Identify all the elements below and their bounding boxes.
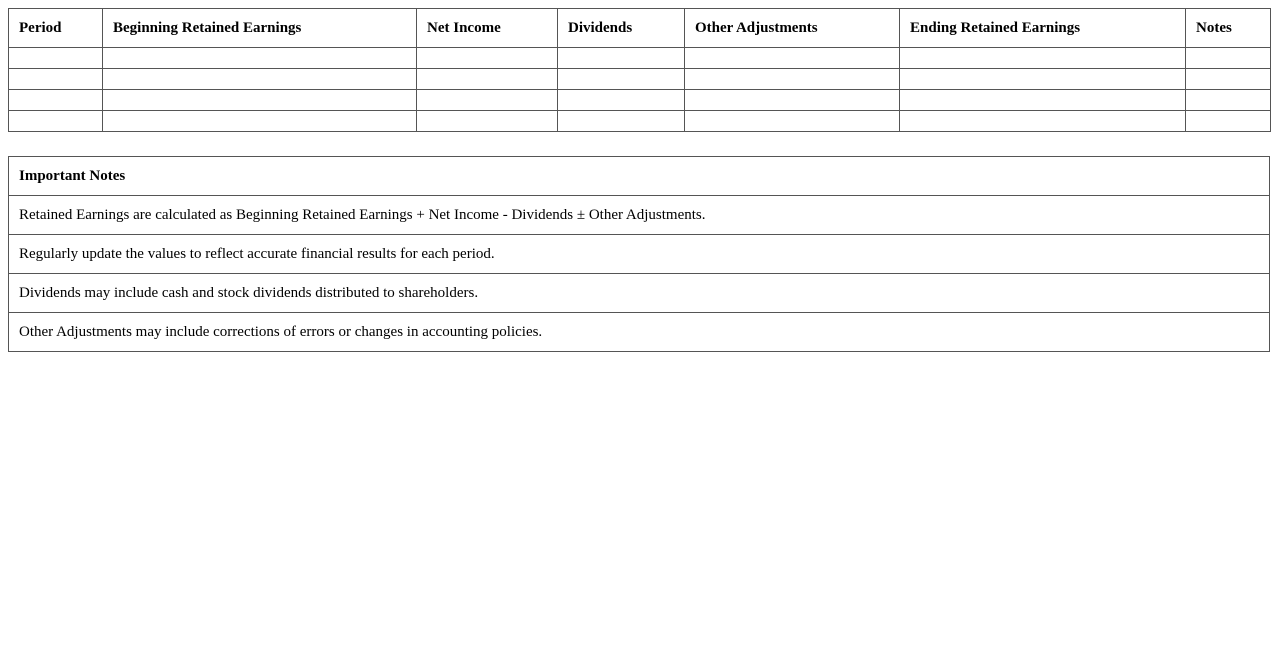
table-cell[interactable] [685,69,900,90]
table-row [9,90,1271,111]
table-cell[interactable] [103,48,417,69]
table-row [9,111,1271,132]
retained-earnings-table [8,8,1271,132]
table-row [9,48,1271,69]
list-item [9,313,1270,352]
table-cell[interactable] [417,48,558,69]
table-cell[interactable] [685,48,900,69]
note-text: Dividends may include cash and stock dividends distributed to shareholders. [9,274,1270,313]
table-cell[interactable] [900,69,1186,90]
important-notes-table [8,156,1270,352]
note-text: Other Adjustments may include corrections of errors or changes in accounting policies. [9,313,1270,352]
header-dividends: Dividends [558,9,685,48]
header-other-adjustments: Other Adjustments [685,9,900,48]
table-header-row [9,9,1271,48]
header-ending-retained-earnings: Ending Retained Earnings [900,9,1186,48]
list-item [9,274,1270,313]
header-beginning-retained-earnings: Beginning Retained Earnings [103,9,417,48]
table-cell[interactable] [417,111,558,132]
table-cell[interactable] [103,111,417,132]
table-cell[interactable] [558,90,685,111]
table-cell[interactable] [103,90,417,111]
note-text: Retained Earnings are calculated as Beginning Retained Earnings + Net Income - Dividends ± Other Adjustments. [9,196,1270,235]
table-row [9,69,1271,90]
table-cell[interactable] [1186,69,1271,90]
table-cell[interactable] [900,90,1186,111]
table-cell[interactable] [9,69,103,90]
notes-title: Important Notes [9,157,1270,196]
list-item [9,235,1270,274]
table-cell[interactable] [558,48,685,69]
table-cell[interactable] [1186,111,1271,132]
table-cell[interactable] [900,48,1186,69]
list-item [9,196,1270,235]
table-cell[interactable] [103,69,417,90]
note-text: Regularly update the values to reflect accurate financial results for each period. [9,235,1270,274]
table-cell[interactable] [9,111,103,132]
table-cell[interactable] [685,90,900,111]
table-cell[interactable] [900,111,1186,132]
table-cell[interactable] [1186,48,1271,69]
header-notes: Notes [1186,9,1271,48]
table-cell[interactable] [9,48,103,69]
table-cell[interactable] [417,90,558,111]
table-cell[interactable] [1186,90,1271,111]
header-period: Period [9,9,103,48]
table-cell[interactable] [558,111,685,132]
notes-header-row [9,157,1270,196]
table-cell[interactable] [685,111,900,132]
table-cell[interactable] [558,69,685,90]
table-cell[interactable] [417,69,558,90]
table-cell[interactable] [9,90,103,111]
header-net-income: Net Income [417,9,558,48]
document-page [8,8,1270,352]
